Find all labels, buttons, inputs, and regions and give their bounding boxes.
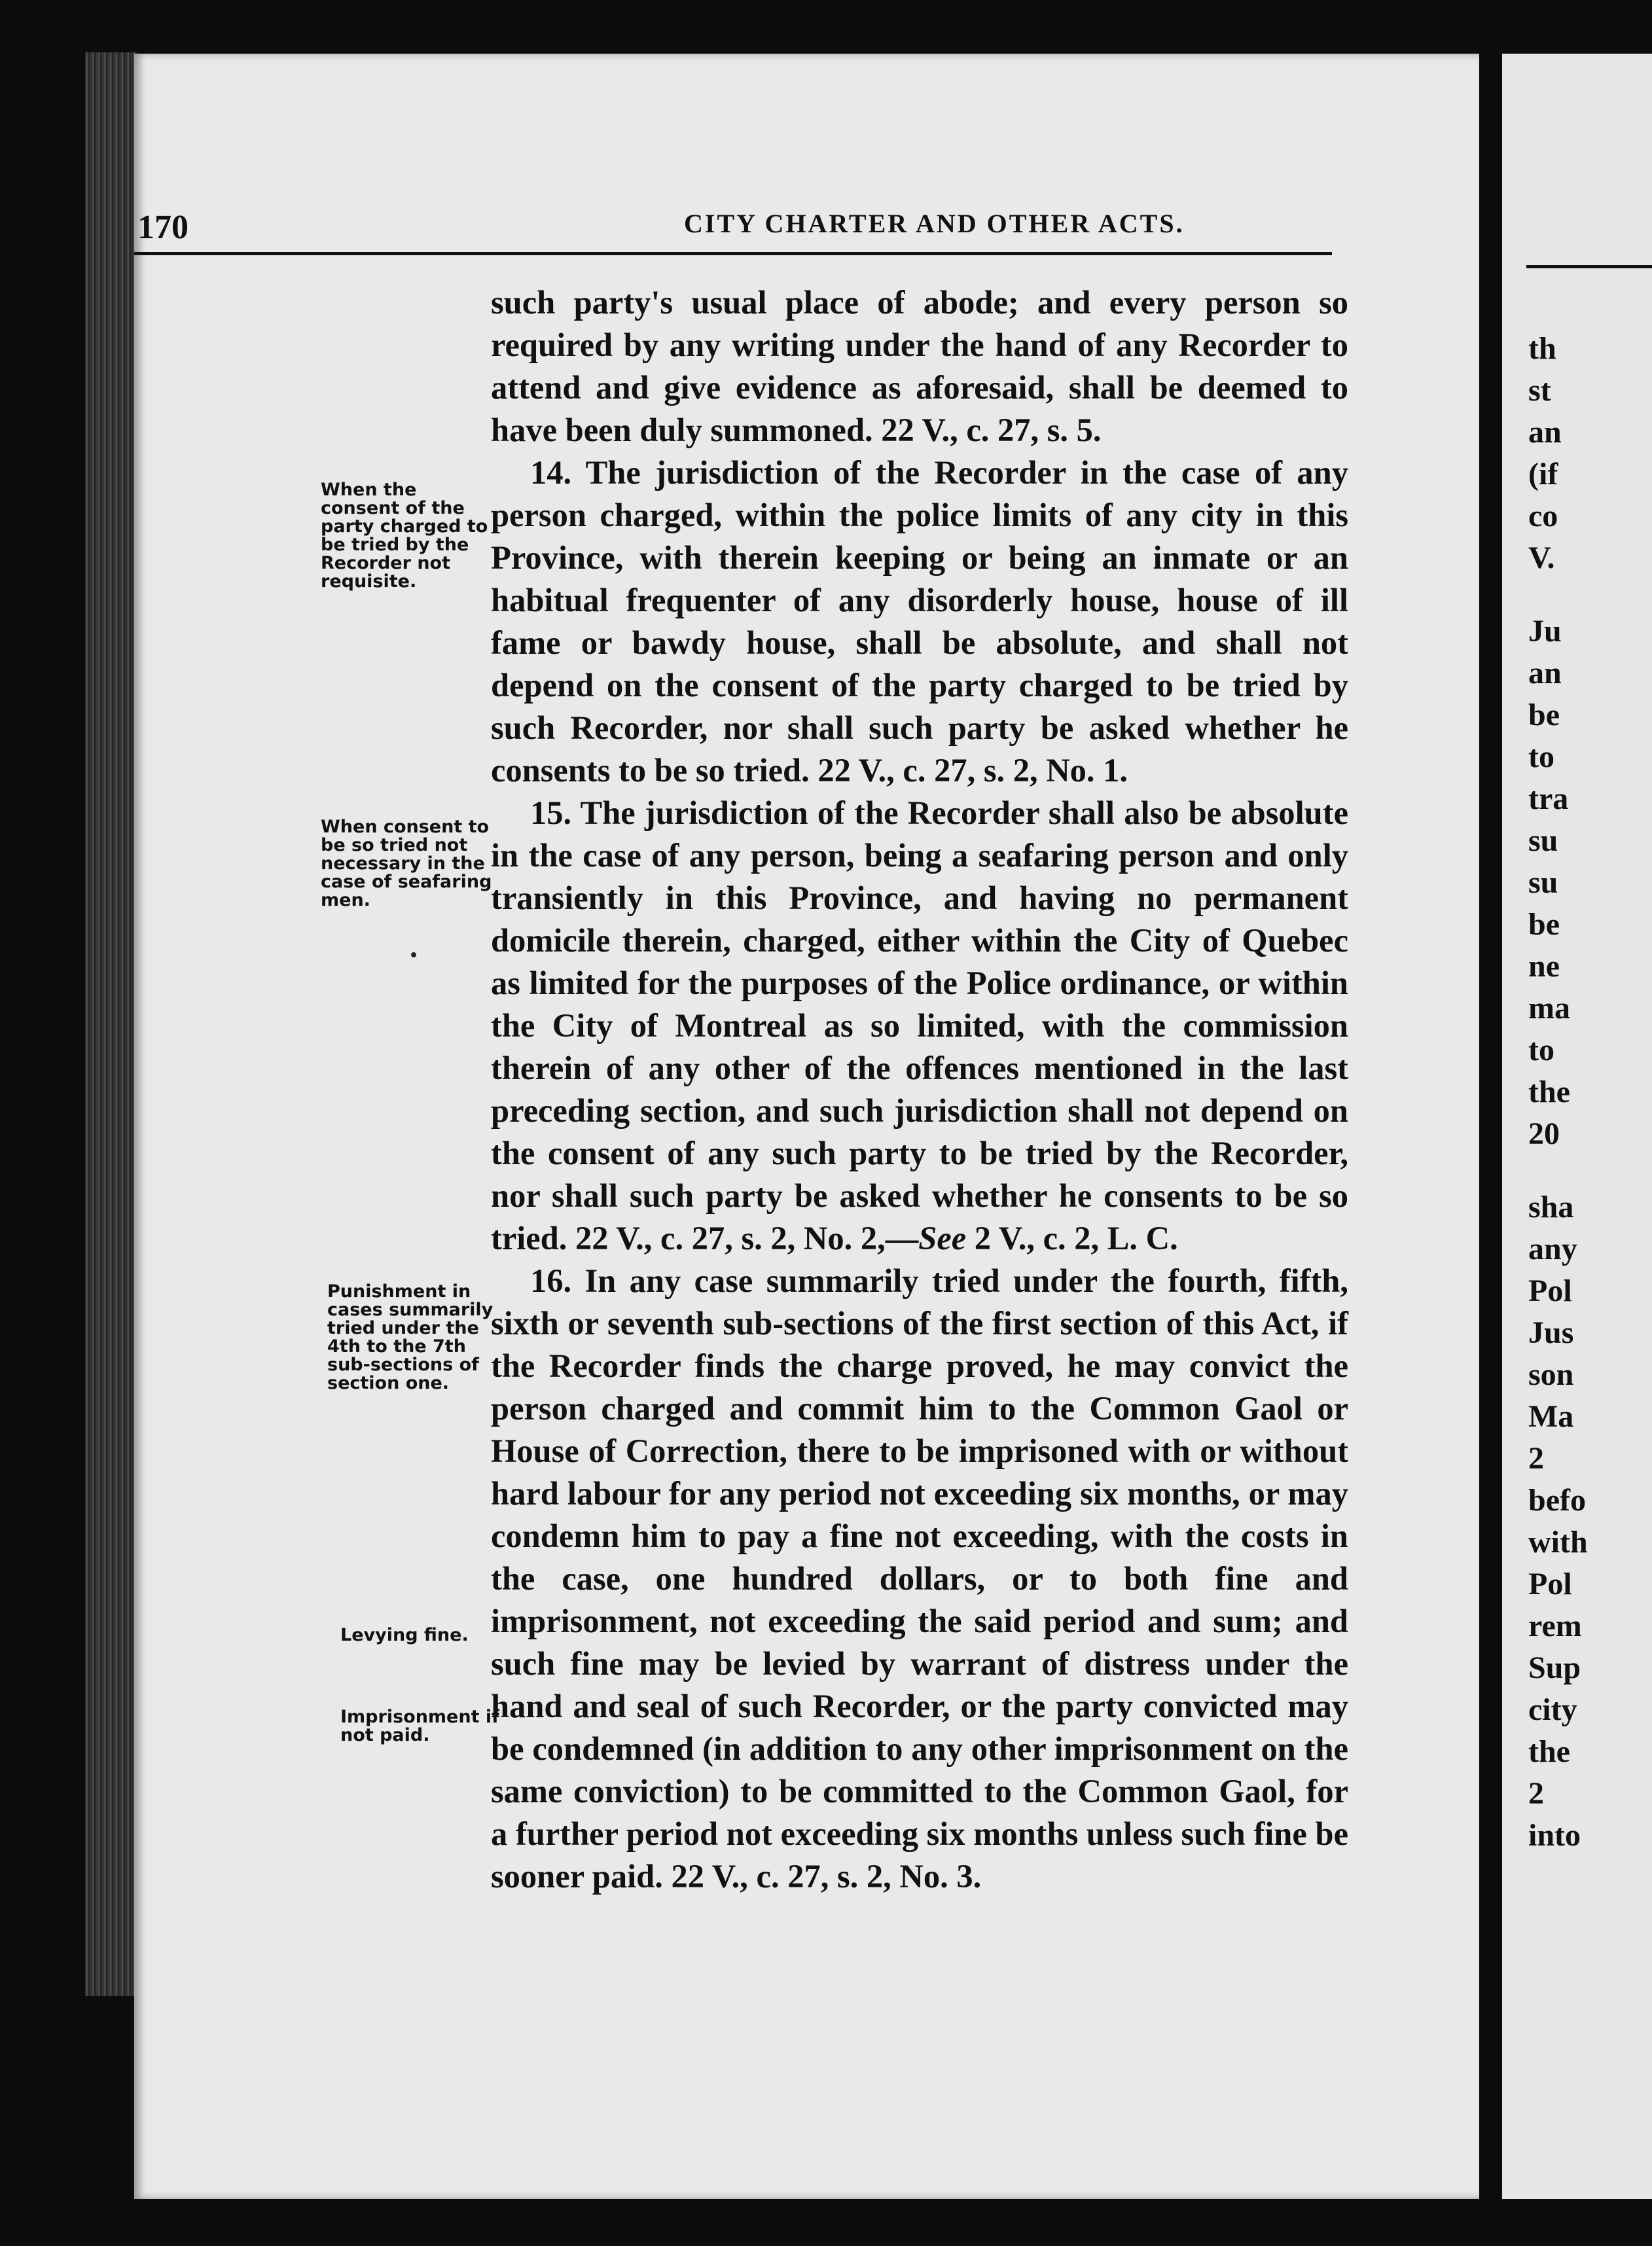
facing-page-fragment: any <box>1528 1232 1577 1266</box>
facing-page-fragment: Sup <box>1528 1650 1581 1685</box>
facing-page-fragment: be <box>1528 907 1560 942</box>
facing-page-fragment: to <box>1528 740 1554 774</box>
facing-page-fragment: an <box>1528 415 1562 450</box>
facing-page-fragment: to <box>1528 1033 1554 1067</box>
facing-page-fragment: rem <box>1528 1609 1582 1643</box>
facing-page-fragment: co <box>1528 499 1558 533</box>
section-14: 14. The jurisdiction of the Recorder in the case of any person charged, within the police limits of any city in this Province, with therein keeping or being an inmate or an habitual frequenter of any disorderly house, house of ill fame or bawdy house, shall be absolute, and shall not depend on the consent of the party charged to be tried by such Recorder, nor shall such party be asked whether he consents to be so tried. 22 V., c. 27, s. 2, No. 1. <box>491 454 1348 789</box>
facing-page-fragment: su <box>1528 865 1558 900</box>
running-title: CITY CHARTER AND OTHER ACTS. <box>684 209 1185 238</box>
stray-mark <box>411 952 416 957</box>
facing-page-fragment: be <box>1528 698 1560 732</box>
facing-page-fragment: ne <box>1528 949 1560 984</box>
margin-note-levying-fine: Levying fine. <box>340 1625 469 1645</box>
facing-page-fragment: city <box>1528 1692 1577 1727</box>
margin-note-punishment: Punishment in cases summarily tried under the 4th to the 7th sub-sections of section one. <box>327 1281 494 1393</box>
facing-page-fragment: Ju <box>1528 614 1562 649</box>
facing-page <box>1502 54 1652 2199</box>
facing-page-fragment: sha <box>1528 1190 1574 1224</box>
facing-page-fragment: su <box>1528 823 1558 858</box>
book-spine-edge <box>85 52 137 1996</box>
facing-page-fragment: the <box>1528 1075 1570 1109</box>
body-text <box>491 281 1348 1898</box>
facing-page-fragment: Jus <box>1528 1315 1574 1350</box>
facing-page-fragment: 2 <box>1528 1776 1544 1811</box>
paragraph-continued: such party's usual place of abode; and every person so required by any writing under the hand of any Recorder to attend and give evidence as aforesaid, shall be deemed to have been duly summoned. 22 V., c. 27, s. 5. <box>491 284 1348 448</box>
facing-page-fragment: Ma <box>1528 1399 1574 1434</box>
facing-page-rule <box>1526 265 1652 268</box>
facing-page-fragment: into <box>1528 1818 1581 1853</box>
facing-page-fragment: befo <box>1528 1483 1586 1518</box>
facing-page-fragment: ma <box>1528 991 1570 1025</box>
section-15-text: 15. The jurisdiction of the Recorder shall also be absolute in the case of any person, being a seafaring person and only transiently in this Province, and having no permanent domicile therein, charged, either within the City of Quebec as limited for the purposes of the Police ordinance, or within the City of Montreal as so limited, with the commission therein of any other of the offences mentioned in the last preceding section, and such jurisdiction shall not depend on the consent of any such party to be tried by the Recorder, nor shall such party be asked whether he consents to be so tried. 22 V., c. 27, s. 2, No. 2,— <box>491 794 1348 1257</box>
header-rule <box>134 252 1332 255</box>
facing-page-fragment: th <box>1528 331 1556 366</box>
facing-page-fragment: tra <box>1528 781 1569 816</box>
margin-note-seafaring: When consent to be so tried not necessary in the case of seafaring men. <box>321 817 492 910</box>
facing-page-fragment: V. <box>1528 541 1555 575</box>
facing-page-fragment: with <box>1528 1525 1588 1560</box>
section-15-see: See <box>918 1220 967 1257</box>
section-15 <box>491 792 1348 1260</box>
margin-note-consent: When the consent of the party charged to be tried by the Recorder not requisite. <box>321 480 488 592</box>
facing-page-fragment: Pol <box>1528 1274 1572 1308</box>
facing-page-fragment: (if <box>1528 457 1558 491</box>
facing-page-fragment: Pol <box>1528 1567 1572 1601</box>
section-16: 16. In any case summarily tried under the fourth, fifth, sixth or seventh sub-sections of the first section of this Act, if the Recorder finds the charge proved, he may convict the person charged and commit him to the Common Gaol or House of Correction, there to be imprisoned with or without hard labour for any period not exceeding six months, or may condemn him to pay a fine not exceeding, with the costs in the case, one hundred dollars, or to both fine and imprisonment, not exceeding the said period and sum; and such fine may be levied by warrant of distress under the hand and seal of such Recorder, or the party convicted may be condemned (in addition to any other imprisonment on the same conviction) to be committed to the Common Gaol, for a further period not exceeding six months unless such fine be sooner paid. 22 V., c. 27, s. 2, No. 3. <box>491 1262 1348 1895</box>
facing-page-fragment: the <box>1528 1734 1570 1769</box>
facing-page-fragment: 20 <box>1528 1116 1560 1151</box>
facing-page-fragment: son <box>1528 1357 1574 1392</box>
margin-note-imprisonment: Imprisonment if not paid. <box>340 1707 499 1745</box>
facing-page-fragment: st <box>1528 373 1551 408</box>
facing-page-fragment: 2 <box>1528 1441 1544 1476</box>
section-15-tail: 2 V., c. 2, L. C. <box>966 1220 1178 1257</box>
page-number: 170 <box>137 209 189 246</box>
facing-page-fragment: an <box>1528 656 1562 690</box>
